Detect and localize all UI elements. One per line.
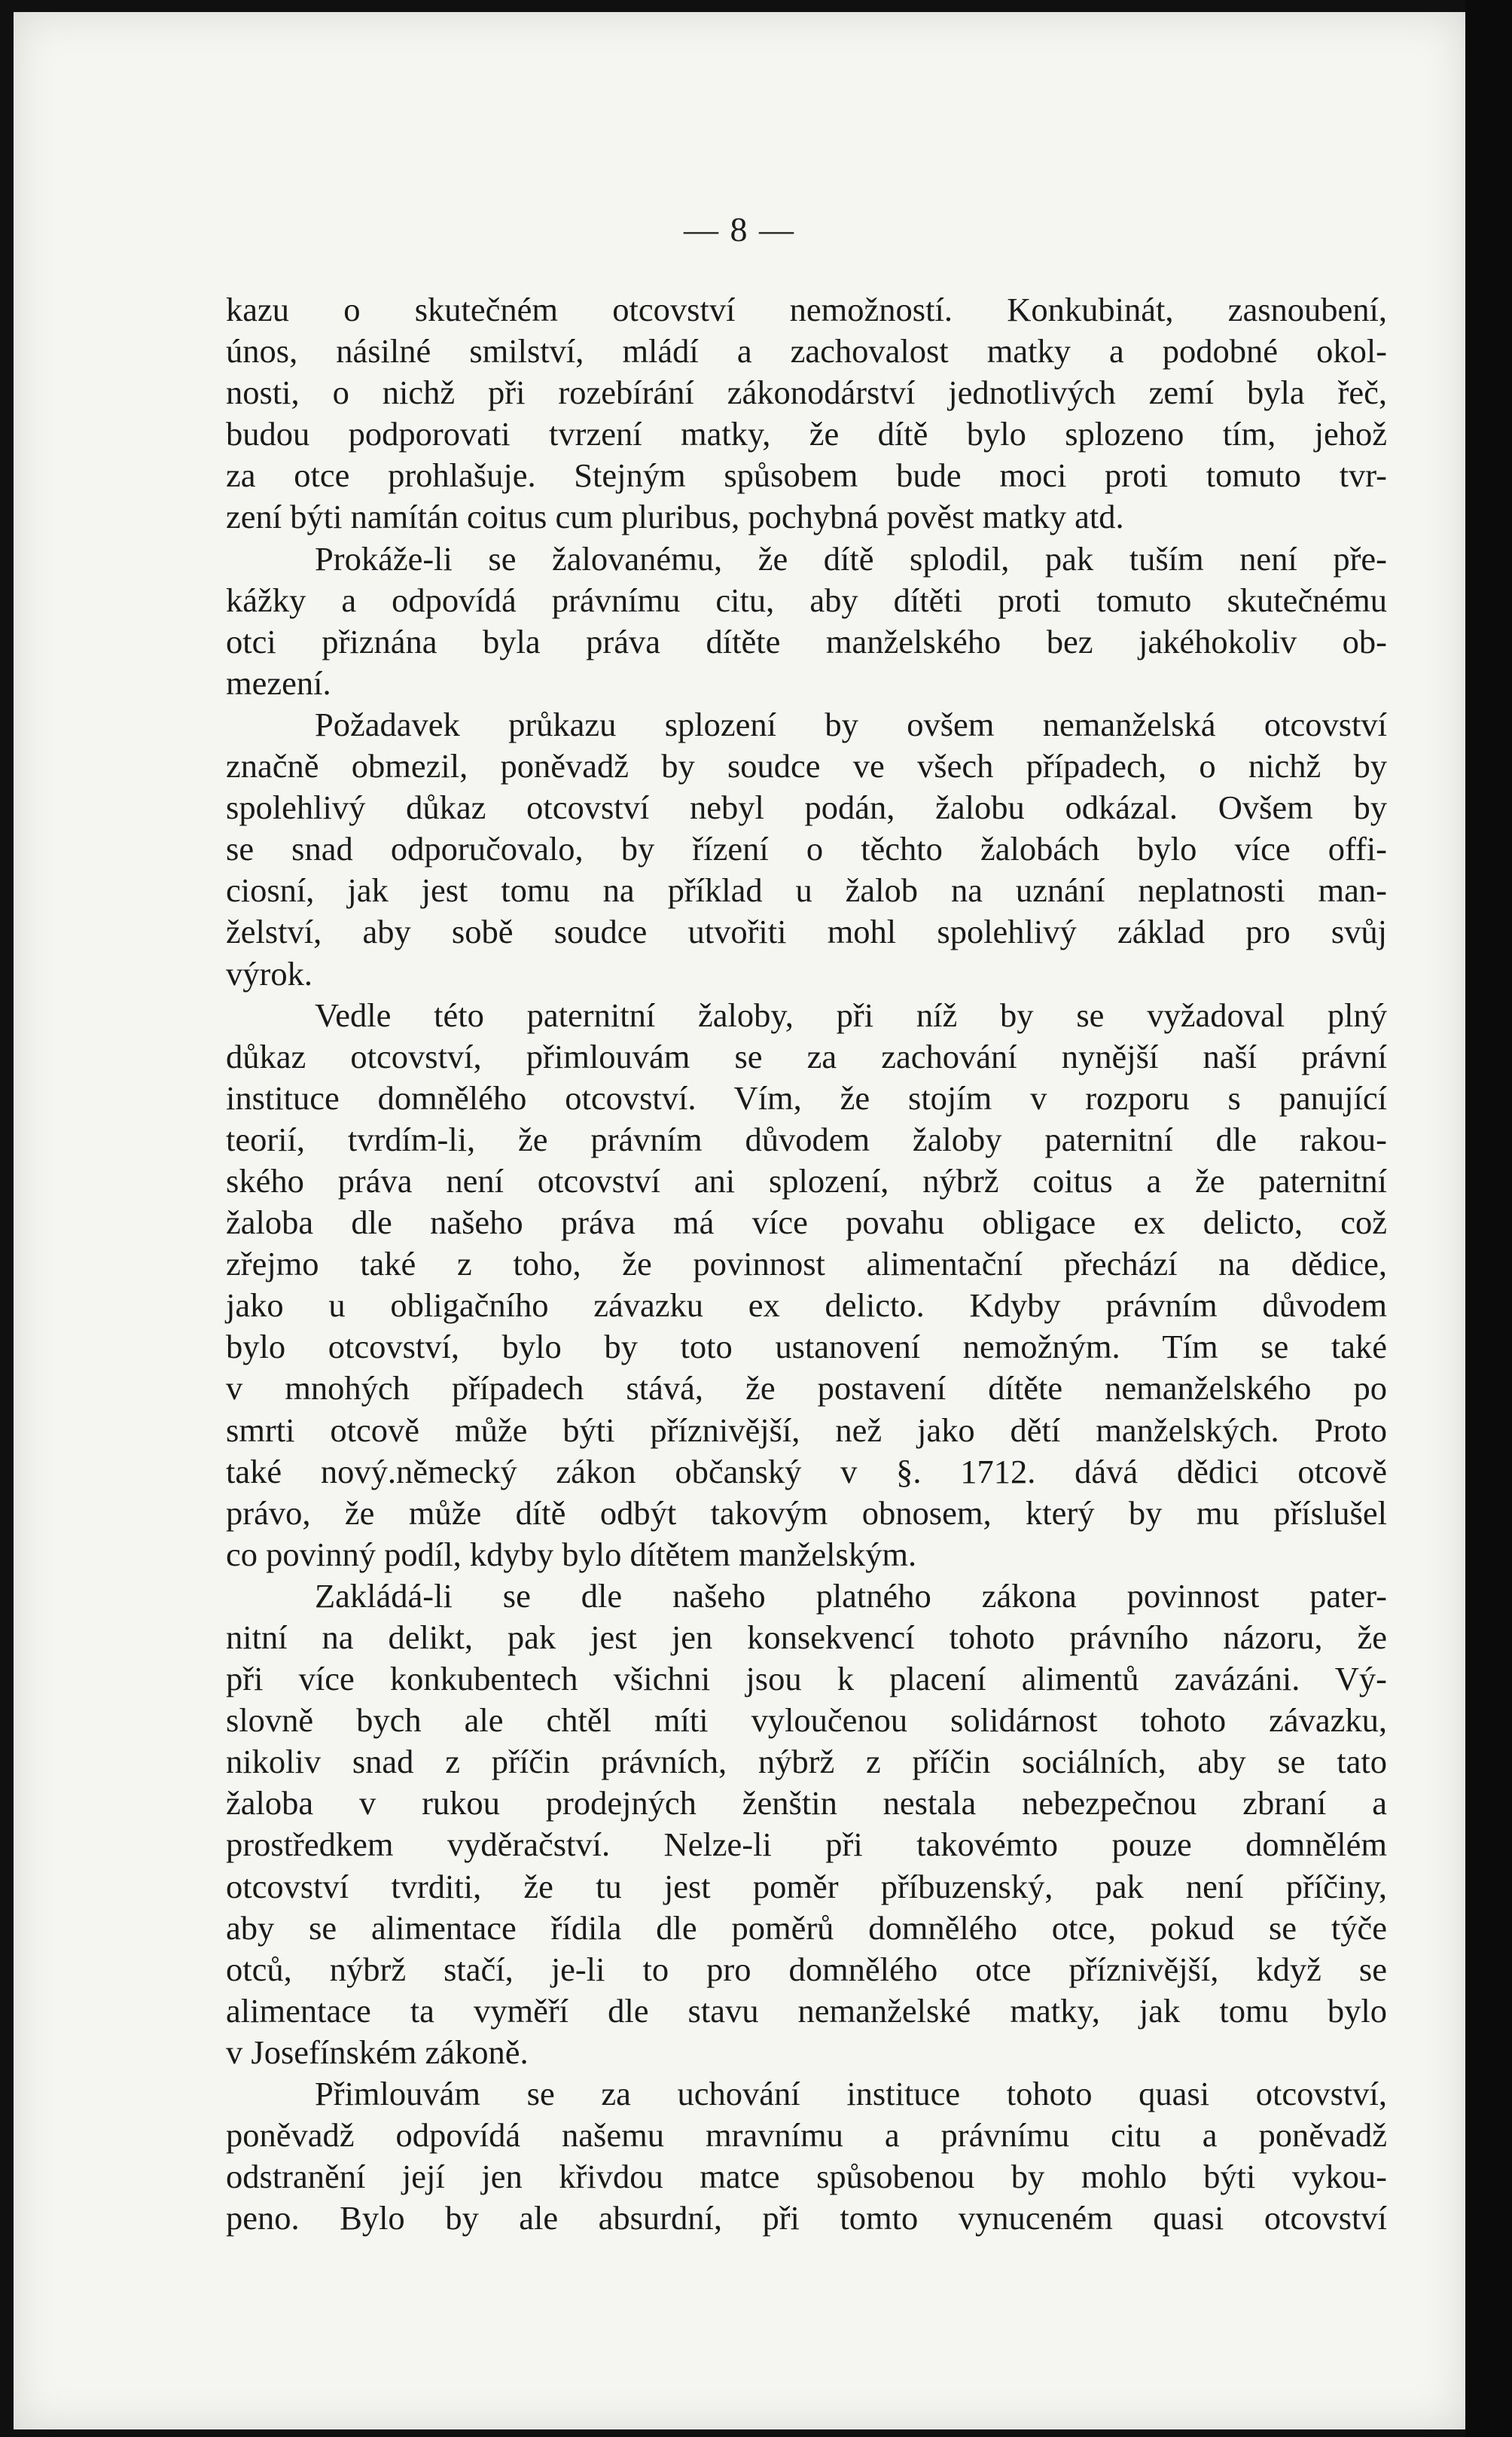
text-line: prostředkem vyděračství. Nelze-li při takovémto pouze domnělém [226,1825,1387,1864]
text-line: budou podporovati tvrzení matky, že dítě bylo splozeno tím, jehož [226,415,1387,453]
text-line: kazu o skutečném otcovství nemožností. Konkubinát, zasnoubení, [226,291,1387,328]
text-line: v mnohých případech stává, že postavení dítěte nemanželského po [226,1369,1387,1408]
text-line: v Josefínském zákoně. [226,2033,529,2071]
text-line: značně obmezil, poněvadž by soudce ve všech případech, o nichž by [226,747,1387,785]
text-line: Vedle této paternitní žaloby, při níž by se vyžadoval plný [315,996,1387,1034]
text-line: Požadavek průkazu splození by ovšem nemanželská otcovství [315,705,1387,743]
text-line: únos, násilné smilství, mládí a zachovalost matky a podobné okol- [226,332,1387,371]
text-line: aby se alimentace řídila dle poměrů domnělého otce, pokud se týče [226,1908,1387,1947]
text-line: při více konkubentech všichni jsou k placení alimentů zavázáni. Vý- [226,1660,1387,1698]
text-line: ského práva není otcovství ani splození, nýbrž coitus a že paternitní [226,1161,1387,1200]
paragraph [226,289,1387,538]
text-line: slovně bych ale chtěl míti vyloučenou solidárnost tohoto závazku, [226,1701,1387,1740]
page-number: — 8 — [684,210,795,249]
text-line: zení býti namítán coitus cum pluribus, pochybná pověst matky atd. [226,498,1124,536]
text-line: teorií, tvrdím-li, že právním důvodem žaloby paternitní dle rakou- [226,1120,1387,1158]
text-line: také nový.německý zákon občanský v §. 1712. dává dědici otcově [226,1452,1387,1490]
paragraph [226,1575,1387,2073]
text-line: za otce prohlašuje. Stejným spůsobem bude moci proti tomuto tvr- [226,456,1387,495]
paragraph [226,2073,1387,2239]
body-text [226,289,1387,2239]
text-line: peno. Bylo by ale absurdní, při tomto vynuceném quasi otcovství [226,2199,1387,2237]
text-line: ciosní, jak jest tomu na příklad u žalob na uznání neplatnosti man- [226,871,1387,910]
text-line: právo, že může dítě odbýt takovým obnosem, který by mu příslušel [226,1493,1387,1532]
paragraph [226,995,1387,1575]
text-line: instituce domnělého otcovství. Vím, že stojím v rozporu s panující [226,1078,1387,1117]
text-line: jako u obligačního závazku ex delicto. Kdyby právním důvodem [226,1286,1387,1325]
text-line: bylo otcovství, bylo by toto ustanovení nemožným. Tím se také [226,1328,1387,1366]
text-line: smrti otcově může býti příznivější, než jako dětí manželských. Proto [226,1411,1387,1449]
text-line: nosti, o nichž při rozebírání zákonodárství jednotlivých zemí byla řeč, [226,374,1387,412]
paragraph [226,704,1387,995]
text-line: zřejmo také z toho, že povinnost alimentační přechází na dědice, [226,1245,1387,1283]
text-line: želství, aby sobě soudce utvořiti mohl spolehlivý základ pro svůj [226,913,1387,951]
text-line: důkaz otcovství, přimlouvám se za zachování nynější naší právní [226,1037,1387,1075]
text-line: otců, nýbrž stačí, je-li to pro domnělého otce příznivější, když se [226,1950,1387,1988]
scan-edge [1465,0,1512,2437]
text-line: Zakládá-li se dle našeho platného zákona povinnost pater- [315,1576,1387,1615]
text-line: poněvadž odpovídá našemu mravnímu a právnímu citu a poněvadž [226,2116,1387,2155]
text-line: výrok. [226,954,312,993]
paragraph [226,538,1387,704]
text-line: žaloba dle našeho práva má více povahu obligace ex delicto, což [226,1203,1387,1242]
text-line: mezení. [226,663,331,702]
text-line: otcovství tvrditi, že tu jest poměr příbuzenský, pak není příčiny, [226,1867,1387,1905]
text-line: kážky a odpovídá právnímu citu, aby dítěti proti tomuto skutečnému [226,581,1387,619]
text-line: nitní na delikt, pak jest jen konsekvencí tohoto právního názoru, že [226,1618,1387,1656]
text-line: žaloba v rukou prodejných ženštin nestala nebezpečnou zbraní a [226,1784,1387,1822]
text-line: co povinný podíl, kdyby bylo dítětem manželským. [226,1535,917,1573]
text-line: se snad odporučovalo, by řízení o těchto žalobách bylo více offi- [226,830,1387,868]
text-line: otci přiznána byla práva dítěte manželského bez jakéhokoliv ob- [226,622,1387,660]
text-line: odstranění její jen křivdou matce spůsobenou by mohlo býti vykou- [226,2158,1387,2196]
text-line: Prokáže-li se žalovanému, že dítě splodil, pak tuším není pře- [315,539,1387,578]
text-line: spolehlivý důkaz otcovství nebyl podán, žalobu odkázal. Ovšem by [226,788,1387,827]
text-line: alimentace ta vyměří dle stavu nemanželské matky, jak tomu bylo [226,1991,1387,2030]
text-line: nikoliv snad z příčin právních, nýbrž z příčin sociálních, aby se tato [226,1743,1387,1781]
text-line: Přimlouvám se za uchování instituce tohoto quasi otcovství, [315,2075,1387,2113]
